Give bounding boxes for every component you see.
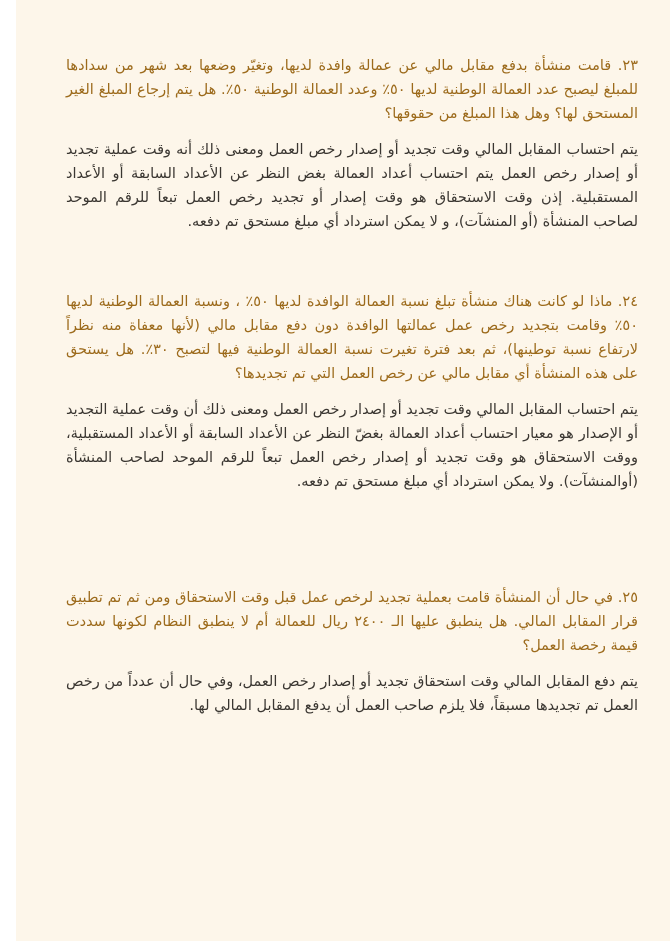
faq-answer-24: يتم احتساب المقابل المالي وقت تجديد أو إصدار رخص العمل ومعنى ذلك أن وقت عملية التجديد أو الإصدار هو معيار احتساب أعداد العمالة بغضّ النظر عن الأعداد السابقة أو الأعداد المستقبلية، ووقت الاستحقاق هو وقت تجديد أو إصدار رخص العمل تبعاً للرقم الموحد لصاحب المنشأة (أوالمنشآت). ولا يمكن استرداد أي مبلغ مستحق تم دفعه. [66, 402, 638, 490]
document-page [16, 0, 670, 941]
faq-answer-25: يتم دفع المقابل المالي وقت استحقاق تجديد أو إصدار رخص العمل، وفي حال أن عدداً من رخص العمل تم تجديدها مسبقاً، فلا يلزم صاحب العمل أن يدفع المقابل المالي لها. [66, 674, 638, 714]
faq-item-24 [66, 290, 638, 494]
faq-item-23 [66, 54, 638, 234]
faq-question-25: ٢٥. في حال أن المنشأة قامت بعملية تجديد لرخص عمل قبل وقت الاستحقاق ومن ثم تم تطبيق قرار المقابل المالي. هل ينطبق عليها الـ ٢٤٠٠ ريال للعمالة أم لا ينطبق النظام لكونها سددت قيمة رخصة العمل؟ [66, 590, 638, 654]
faq-item-25 [66, 586, 638, 718]
faq-question-24: ٢٤. ماذا لو كانت هناك منشأة تبلغ نسبة العمالة الوافدة لديها ٥٠٪ ، ونسبة العمالة الوطنية لديها ٥٠٪ وقامت بتجديد رخص عمل عمالتها الوافدة دون دفع مقابل مالي (لأنها معفاة منه نظراً لارتفاع نسبة توطينها)، ثم بعد فترة تغيرت نسبة العمالة الوطنية فيها لتصبح ٣٠٪. هل يستحق على هذه المنشأة أي مقابل مالي عن رخص العمل التي تم تجديدها؟ [66, 294, 638, 382]
faq-question-23: ٢٣. قامت منشأة بدفع مقابل مالي عن عمالة وافدة لديها، وتغيّر وضعها بعد شهر من سدادها للمبلغ ليصبح عدد العمالة الوطنية لديها ٥٠٪ وعدد العمالة الوطنية ٥٠٪. هل يتم إرجاع المبلغ الغير المستحق لها؟ وهل هذا المبلغ من حقوقها؟ [66, 58, 638, 122]
faq-answer-23: يتم احتساب المقابل المالي وقت تجديد أو إصدار رخص العمل ومعنى ذلك أنه وقت عملية تجديد أو إصدار رخص العمل يتم احتساب أعداد العمالة بغض النظر عن الأعداد السابقة أو الأعداد المستقبلية. إذن وقت الاستحقاق هو وقت إصدار أو تجديد رخص العمل تبعاً للرقم الموحد لصاحب المنشأة (أو المنشآت)، و لا يمكن استرداد أي مبلغ مستحق تم دفعه. [66, 142, 638, 230]
